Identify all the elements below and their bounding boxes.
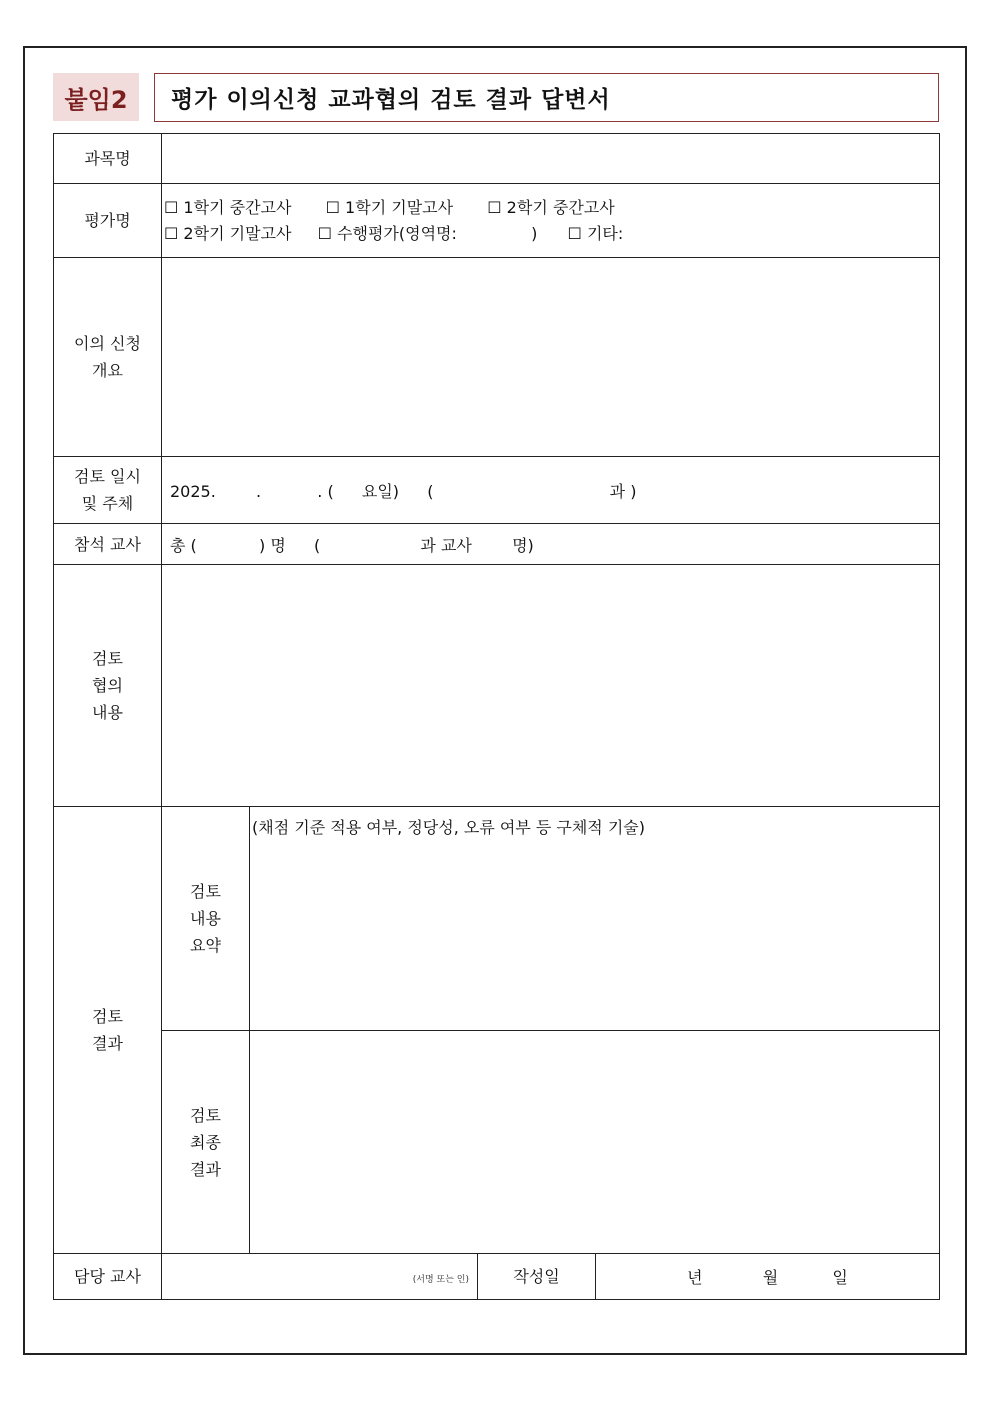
review-date-label-line2: 및 주체: [81, 494, 134, 513]
option-2nd-midterm[interactable]: ☐ 2학기 중간고사: [487, 197, 615, 217]
evaluation-label: 평가명: [54, 184, 162, 258]
final-label-line3: 결과: [190, 1159, 221, 1179]
summary-row: [54, 807, 940, 1031]
final-label-line1: 검토: [190, 1105, 221, 1125]
review-day-dot: . (: [317, 481, 334, 501]
option-1st-final[interactable]: ☐ 1학기 기말고사: [325, 197, 454, 217]
written-date-field[interactable]: [596, 1254, 940, 1300]
attendees-field[interactable]: [162, 524, 940, 565]
objection-label-line1: 이의 신청: [74, 334, 141, 353]
result-label-line1: 검토: [92, 1007, 123, 1026]
teacher-row: [54, 1254, 940, 1300]
document-title-text: 평가 이의신청 교과협의 검토 결과 답변서: [171, 87, 611, 113]
summary-label: [162, 807, 250, 1031]
attachment-badge: 붙임2: [53, 73, 139, 121]
review-weekday: 요일): [361, 481, 400, 501]
attendees-row: [54, 524, 940, 565]
final-label-line2: 최종: [190, 1132, 221, 1152]
final-row: [54, 1031, 940, 1254]
option-1st-midterm[interactable]: ☐ 1학기 중간고사: [164, 197, 292, 217]
attendees-count-unit: 명): [512, 535, 534, 555]
objection-row: [54, 258, 940, 457]
subject-label: 과목명: [54, 134, 162, 184]
discussion-field[interactable]: [162, 565, 940, 807]
option-other[interactable]: ☐ 기타:: [567, 223, 624, 243]
attendees-total: 총 (: [170, 535, 197, 555]
discussion-label: [54, 565, 162, 807]
option-performance-close: ): [531, 223, 538, 243]
final-field[interactable]: [250, 1031, 940, 1254]
result-label-line2: 결과: [92, 1034, 123, 1053]
review-dept: 과 ): [609, 481, 637, 501]
objection-label: [54, 258, 162, 457]
evaluation-options: [162, 184, 940, 258]
discussion-label-line3: 내용: [92, 703, 123, 722]
discussion-row: [54, 565, 940, 807]
summary-field[interactable]: [250, 807, 940, 1031]
review-date-label: [54, 457, 162, 524]
subject-field[interactable]: [162, 134, 940, 184]
attendees-count-close: ) 명: [258, 535, 286, 555]
option-performance[interactable]: ☐ 수행평가(영역명:: [317, 223, 457, 243]
review-date-label-line1: 검토 일시: [74, 467, 141, 486]
summary-label-line1: 검토: [190, 882, 221, 901]
review-year: 2025.: [170, 481, 216, 501]
option-2nd-final[interactable]: ☐ 2학기 기말고사: [164, 223, 292, 243]
review-form-table: [53, 133, 940, 1300]
summary-label-line3: 요약: [190, 936, 221, 955]
result-label: [54, 807, 162, 1254]
review-date-row: [54, 457, 940, 524]
evaluation-row: [54, 184, 940, 258]
attendees-paren-open: (: [313, 535, 321, 555]
teacher-signature-field[interactable]: [162, 1254, 478, 1300]
objection-field[interactable]: [162, 258, 940, 457]
summary-label-line2: 내용: [190, 909, 221, 928]
date-year-unit: 년: [687, 1268, 703, 1287]
objection-label-line2: 개요: [92, 361, 123, 380]
final-label: [162, 1031, 250, 1254]
written-date-label: 작성일: [478, 1254, 596, 1300]
signature-note: (서명 또는 인): [412, 1275, 469, 1285]
date-month-unit: 월: [762, 1268, 779, 1287]
attendees-label: 참석 교사: [54, 524, 162, 565]
review-month-dot: .: [256, 481, 262, 501]
date-day-unit: 일: [832, 1268, 848, 1287]
attendees-dept-teacher: 과 교사: [420, 535, 472, 555]
discussion-label-line2: 협의: [92, 676, 123, 695]
document-title: [154, 73, 939, 122]
subject-row: [54, 134, 940, 184]
teacher-label: 담당 교사: [54, 1254, 162, 1300]
summary-hint: (채점 기준 적용 여부, 정당성, 오류 여부 등 구체적 기술): [252, 818, 646, 837]
review-date-field[interactable]: [162, 457, 940, 524]
review-dept-open: (: [427, 481, 434, 501]
discussion-label-line1: 검토: [92, 649, 123, 668]
